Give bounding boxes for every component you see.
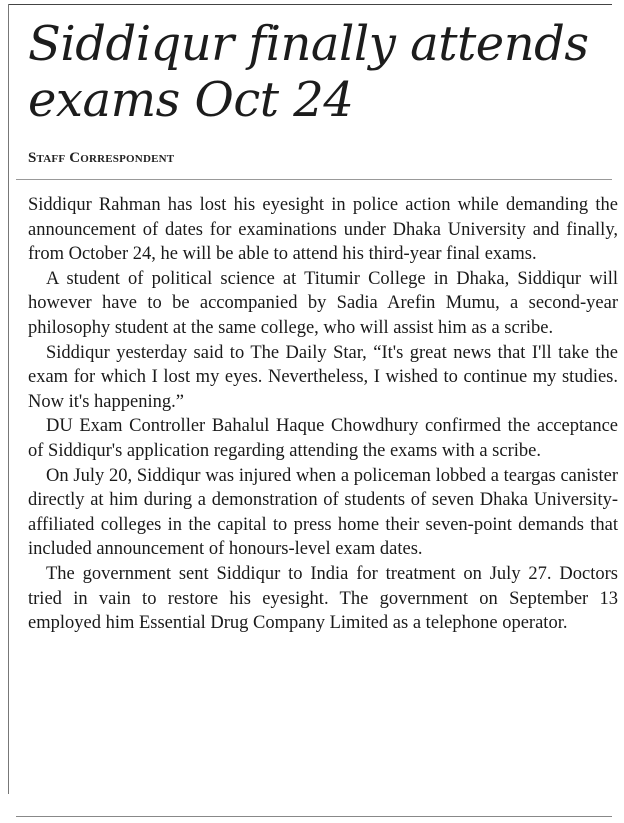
- bottom-rule: [16, 816, 612, 817]
- article-body: [28, 193, 618, 636]
- byline-rule: [16, 179, 612, 180]
- news-article: [8, 0, 616, 823]
- headline-line-2: exams Oct 24: [28, 72, 354, 128]
- paragraph-2: A student of political science at Titumir College in Dhaka, Siddiqur will however have to be accompanied by Sadia Arefin Mumu, a second-year philosophy student at the same college, who will assist him as a scribe.: [28, 268, 618, 338]
- paragraph-5: On July 20, Siddiqur was injured when a policeman lobbed a teargas canister directly at him during a demonstration of students of seven Dhaka University-affiliated colleges in the capital to press home their seven-point demands that included announcement of honours-level exam dates.: [28, 465, 618, 560]
- paragraph-3: Siddiqur yesterday said to The Daily Star, “It's great news that I'll take the exam for which I lost my eyes. Nevertheless, I wished to continue my studies. Now it's happening.”: [28, 342, 618, 412]
- paragraph-1: Siddiqur Rahman has lost his eyesight in police action while demanding the announcement of dates for examinations under Dhaka University and finally, from October 24, he will be able to attend his third-year final exams.: [28, 195, 618, 265]
- paragraph-4: DU Exam Controller Bahalul Haque Chowdhury confirmed the acceptance of Siddiqur's application regarding attending the exams with a scribe.: [28, 416, 618, 461]
- headline: [28, 16, 618, 128]
- top-rule: [8, 4, 612, 5]
- byline: Staff Correspondent: [28, 150, 175, 166]
- paragraph-6: The government sent Siddiqur to India for treatment on July 27. Doctors tried in vain to restore his eyesight. The government on September 13 employed him Essential Drug Company Limited as a telephone operator.: [28, 563, 618, 634]
- headline-line-1: Siddiqur finally attends: [28, 16, 589, 72]
- left-column-rule: [8, 4, 9, 794]
